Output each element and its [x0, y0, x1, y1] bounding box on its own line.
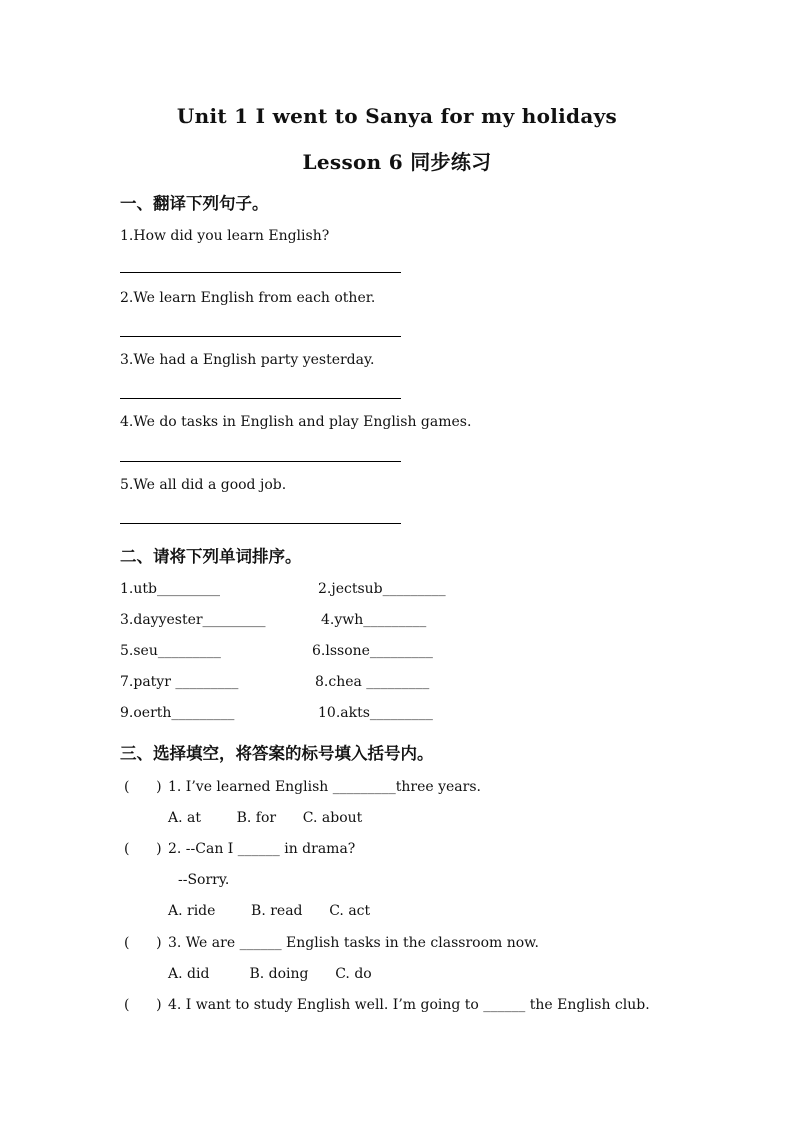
translate-item-3: 3.We had a English party yesterday.	[120, 352, 375, 368]
question-3-options: A. did B. doing C. do	[168, 966, 372, 982]
unscramble-item-7: 7.patyr _________	[120, 674, 239, 690]
unscramble-item-1: 1.utb_________	[120, 581, 220, 597]
worksheet-title: Unit 1 I went to Sanya for my holidays	[176, 104, 618, 128]
translate-item-4: 4.We do tasks in English and play English games.	[120, 414, 472, 430]
answer-line-3[interactable]	[120, 398, 401, 399]
translate-item-2: 2.We learn English from each other.	[120, 290, 376, 306]
unscramble-item-8: 8.chea _________	[315, 674, 430, 690]
answer-paren-1[interactable]: ( )	[124, 779, 162, 795]
answer-paren-3[interactable]: ( )	[124, 935, 162, 951]
question-1-stem: 1. I’ve learned English _________three years.	[168, 779, 481, 795]
question-2-stem: 2. --Can I ______ in drama?	[168, 841, 356, 857]
answer-line-5[interactable]	[120, 523, 401, 524]
unscramble-item-9: 9.oerth_________	[120, 705, 235, 721]
answer-line-2[interactable]	[120, 336, 401, 337]
unscramble-item-6: 6.lssone_________	[312, 643, 433, 659]
unscramble-item-2: 2.jectsub_________	[318, 581, 446, 597]
question-3-stem: 3. We are ______ English tasks in the classroom now.	[168, 935, 539, 951]
section-1-heading: 一、翻译下列句子。	[120, 194, 269, 213]
answer-line-4[interactable]	[120, 461, 401, 462]
question-1-options: A. at B. for C. about	[168, 810, 363, 826]
unscramble-item-5: 5.seu_________	[120, 643, 221, 659]
unscramble-item-3: 3.dayyester_________	[120, 612, 266, 628]
question-2-reply: --Sorry.	[178, 872, 230, 888]
translate-item-1: 1.How did you learn English?	[120, 228, 330, 244]
answer-line-1[interactable]	[120, 272, 401, 273]
answer-paren-2[interactable]: ( )	[124, 841, 162, 857]
unscramble-item-4: 4.ywh_________	[321, 612, 427, 628]
translate-item-5: 5.We all did a good job.	[120, 477, 287, 493]
answer-paren-4[interactable]: ( )	[124, 997, 162, 1013]
question-4-stem: 4. I want to study English well. I’m going to ______ the English club.	[168, 997, 650, 1013]
worksheet-subtitle: Lesson 6 同步练习	[302, 150, 492, 174]
question-2-options: A. ride B. read C. act	[168, 903, 371, 919]
section-3-heading: 三、选择填空，将答案的标号填入括号内。	[120, 744, 434, 763]
unscramble-item-10: 10.akts_________	[318, 705, 433, 721]
section-2-heading: 二、请将下列单词排序。	[120, 547, 302, 566]
